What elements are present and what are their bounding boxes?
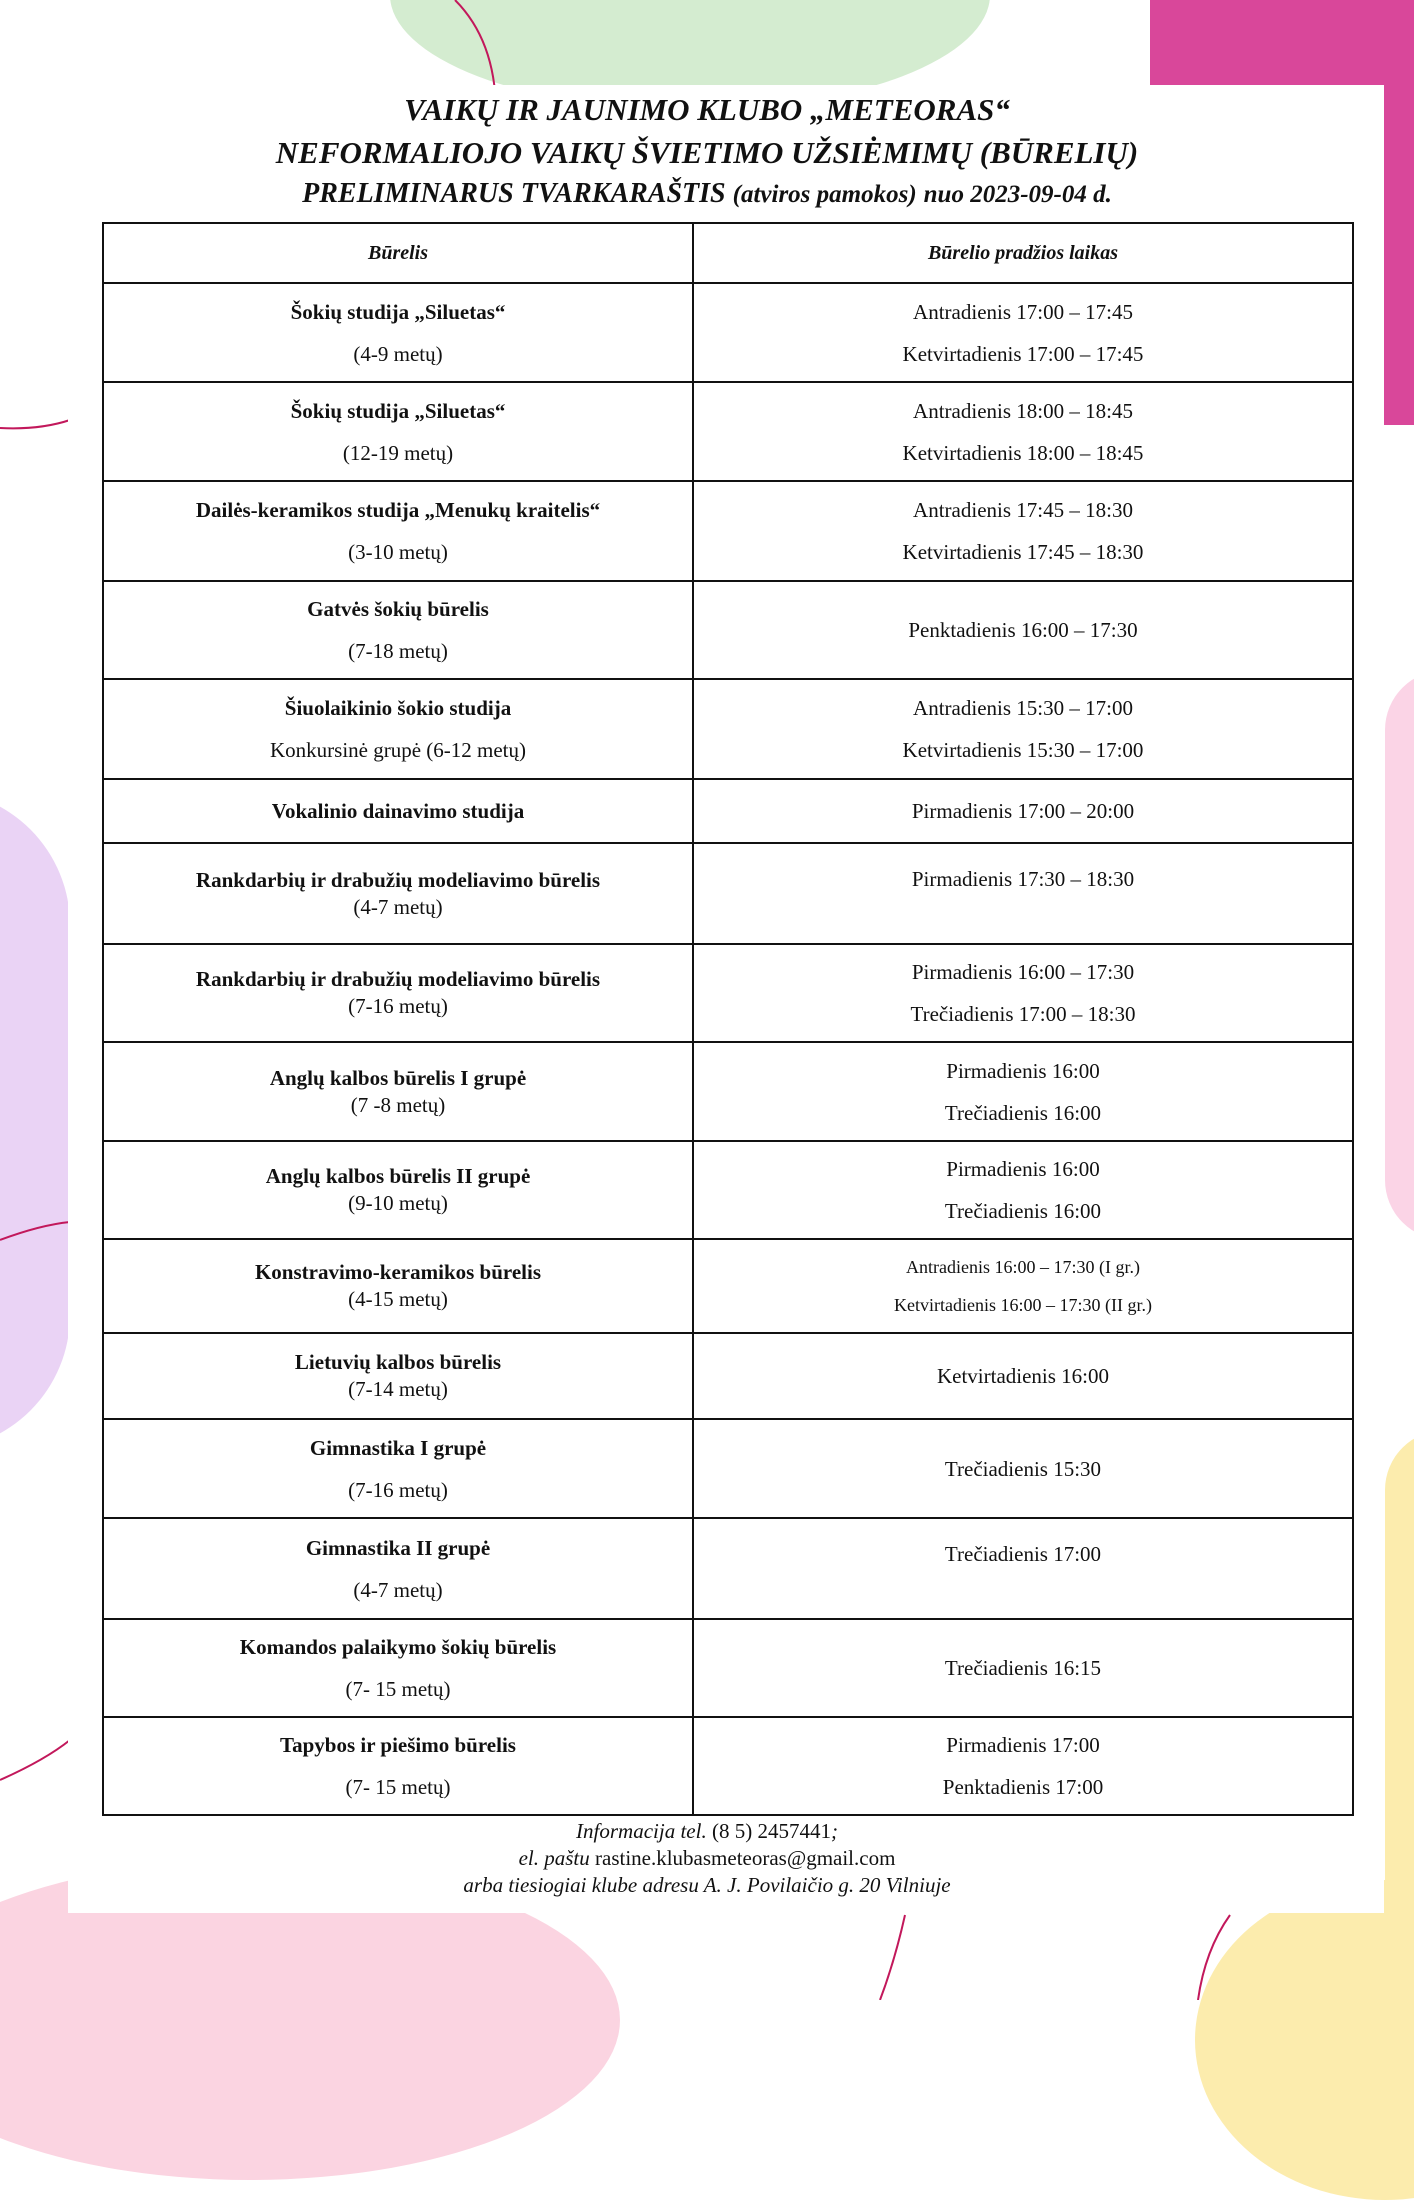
time-cell [693,779,1353,843]
club-cell [103,481,693,581]
time-slot: Antradienis 15:30 – 17:00 [913,696,1133,720]
table-row [103,843,1353,944]
club-cell [103,679,693,779]
club-age: (7- 15 metų) [345,1775,451,1799]
club-age: (7-16 metų) [348,1477,448,1502]
footer-address-line: arba tiesiogiai klube adresu A. J. Povilaičio g. 20 Vilniuje [463,1873,951,1897]
time-cell [693,944,1353,1042]
time-cell [693,679,1353,779]
title-date: nuo 2023-09-04 d. [923,181,1112,208]
phone-semicolon: ; [830,1819,838,1843]
club-cell [103,283,693,382]
club-name: Gimnastika II grupė [305,1535,491,1560]
time-slot: Trečiadienis 17:00 – 18:30 [910,1002,1136,1026]
time-slot: Antradienis 17:00 – 17:45 [913,299,1133,324]
time-cell [693,1518,1353,1619]
table-row [103,944,1353,1042]
email-address[interactable]: rastine.klubasmeteoras@gmail.com [595,1846,896,1870]
email-label: el. paštu [518,1846,590,1870]
club-name: Anglų kalbos būrelis II grupė [265,1164,531,1188]
time-slot: Trečiadienis 16:00 [944,1199,1102,1223]
phone-label: Informacija tel. [576,1819,707,1843]
time-slot: Trečiadienis 15:30 [944,1456,1102,1481]
table-row [103,1518,1353,1619]
time-slot: Antradienis 17:45 – 18:30 [913,498,1133,522]
club-age: (4-7 metų) [353,894,443,919]
club-name: Tapybos ir piešimo būrelis [280,1733,516,1757]
time-slot: Antradienis 16:00 – 17:30 (I gr.) [906,1257,1140,1277]
time-cell [693,283,1353,382]
time-cell [693,1042,1353,1141]
title-schedule-label: PRELIMINARUS TVARKARAŠTIS [302,178,726,209]
time-cell [693,481,1353,581]
table-row [103,1333,1353,1419]
club-age: (7-18 metų) [348,639,448,663]
club-name: Anglų kalbos būrelis I grupė [269,1065,527,1090]
time-cell [693,1239,1353,1333]
contact-footer [0,1818,1414,1899]
time-slot: Pirmadienis 16:00 – 17:30 [911,960,1135,984]
header-club: Būrelis [103,223,693,283]
table-row [103,1239,1353,1333]
club-age: (9-10 metų) [348,1191,448,1215]
club-cell [103,1042,693,1141]
table-row [103,679,1353,779]
table-row [103,581,1353,679]
time-slot: Penktadienis 17:00 [942,1775,1104,1799]
time-slot: Pirmadienis 17:30 – 18:30 [911,867,1135,891]
table-row [103,382,1353,481]
club-age: Konkursinė grupė (6-12 metų) [269,738,527,762]
table-row [103,1717,1353,1815]
time-cell [693,843,1353,944]
time-cell [693,1619,1353,1717]
table-row [103,1042,1353,1141]
title-line-2: NEFORMALIOJO VAIKŲ ŠVIETIMO UŽSIĖMIMŲ (BŪRELIŲ) [275,135,1139,170]
time-slot: Pirmadienis 17:00 [946,1733,1100,1757]
time-slot: Ketvirtadienis 15:30 – 17:00 [902,738,1144,762]
time-slot: Pirmadienis 16:00 [946,1058,1100,1083]
club-age: (4-7 metų) [353,1577,443,1602]
header-start-time: Būrelio pradžios laikas [693,223,1353,283]
club-name: Šiuolaikinio šokio studija [284,696,512,720]
club-cell [103,1419,693,1518]
club-name: Konstravimo-keramikos būrelis [254,1260,542,1284]
club-name: Vokalinio dainavimo studija [271,799,525,823]
schedule-table [102,222,1354,1816]
time-slot: Ketvirtadienis 16:00 [936,1364,1110,1388]
table-row [103,1619,1353,1717]
club-age: (7-16 metų) [348,994,448,1018]
title-open-lessons: (atviros pamokos) [732,181,917,208]
time-cell [693,1333,1353,1419]
club-cell [103,1333,693,1419]
time-cell [693,581,1353,679]
time-slot: Pirmadienis 16:00 [946,1157,1100,1181]
club-age: (3-10 metų) [348,540,448,564]
club-cell [103,382,693,481]
time-slot: Trečiadienis 16:00 [944,1100,1102,1125]
club-cell [103,581,693,679]
table-row [103,779,1353,843]
footer-phone-line [0,1818,1414,1845]
club-name: Gimnastika I grupė [309,1435,487,1460]
time-cell [693,1141,1353,1239]
club-age: (7- 15 metų) [345,1677,451,1701]
club-cell [103,1619,693,1717]
phone-number[interactable]: (8 5) 2457441 [711,1819,831,1843]
club-name: Rankdarbių ir drabužių modeliavimo būrelis [195,967,601,991]
footer-email-line [0,1845,1414,1872]
club-name: Rankdarbių ir drabužių modeliavimo būrelis [195,867,601,892]
club-age: (4-15 metų) [348,1287,448,1311]
title-line-3 [0,178,1414,210]
club-name: Dailės-keramikos studija „Menukų kraitelis“ [195,498,601,522]
club-name: Gatvės šokių būrelis [307,597,489,621]
time-cell [693,1419,1353,1518]
table-header-row [103,223,1353,283]
time-slot: Ketvirtadienis 17:00 – 17:45 [902,341,1144,366]
club-cell [103,1141,693,1239]
time-slot: Pirmadienis 17:00 – 20:00 [911,799,1135,823]
club-age: (4-9 metų) [353,341,443,366]
club-name: Komandos palaikymo šokių būrelis [239,1635,557,1659]
club-age: (12-19 metų) [342,440,454,465]
time-slot: Trečiadienis 16:15 [944,1656,1102,1680]
club-cell [103,1239,693,1333]
time-slot: Ketvirtadienis 16:00 – 17:30 (II gr.) [894,1295,1152,1315]
club-name: Lietuvių kalbos būrelis [294,1350,502,1374]
club-cell [103,1717,693,1815]
time-slot: Trečiadienis 17:00 [944,1542,1102,1566]
club-cell [103,944,693,1042]
time-slot: Ketvirtadienis 18:00 – 18:45 [902,440,1144,465]
time-slot: Penktadienis 16:00 – 17:30 [908,618,1138,642]
time-slot: Antradienis 18:00 – 18:45 [913,398,1133,423]
club-age: (7 -8 metų) [350,1092,446,1117]
club-cell [103,779,693,843]
table-row [103,481,1353,581]
club-name: Šokių studija „Siluetas“ [290,398,506,423]
time-cell [693,1717,1353,1815]
title-line-1: VAIKŲ IR JAUNIMO KLUBO „METEORAS“ [404,92,1010,127]
club-name: Šokių studija „Siluetas“ [290,299,506,324]
club-age: (7-14 metų) [348,1377,448,1401]
table-row [103,1141,1353,1239]
table-row [103,283,1353,382]
club-cell [103,843,693,944]
time-cell [693,382,1353,481]
time-slot: Ketvirtadienis 17:45 – 18:30 [902,540,1144,564]
club-cell [103,1518,693,1619]
table-row [103,1419,1353,1518]
